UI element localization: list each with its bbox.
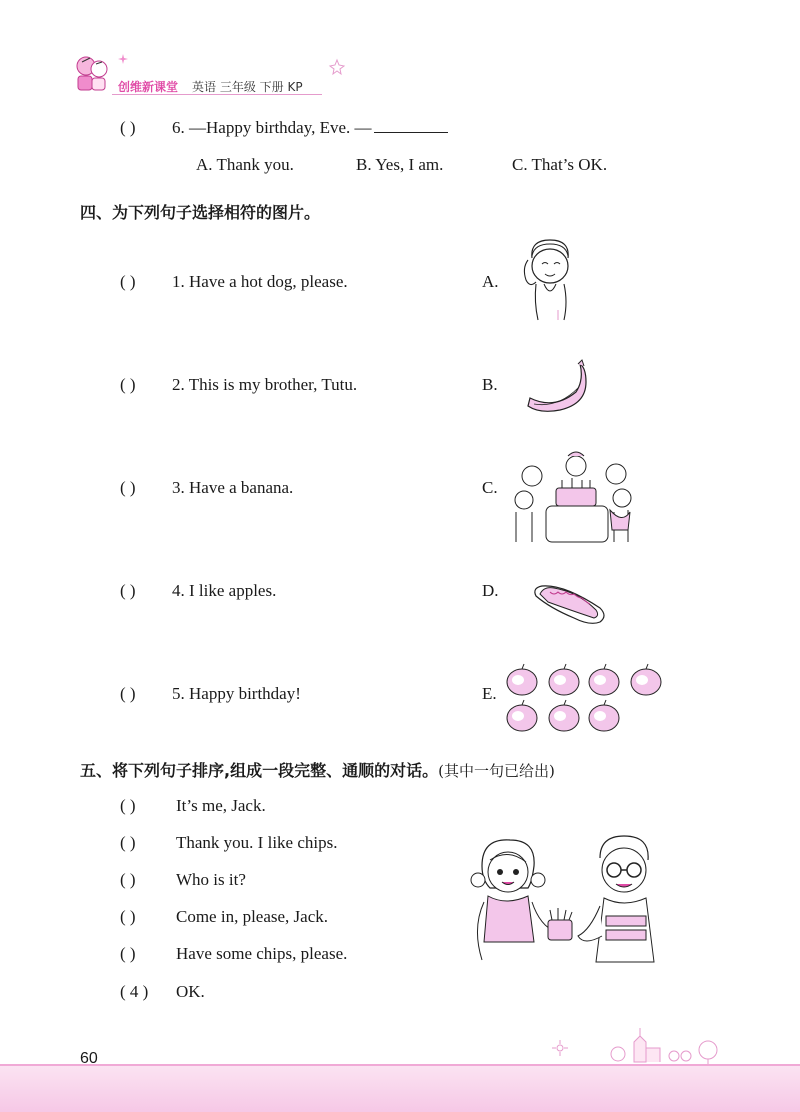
s4-item4-text: 4. I like apples.	[172, 581, 277, 600]
flower-decoration-icon	[552, 1040, 568, 1056]
s5-item3-text: Who is it?	[176, 870, 246, 889]
header-rule	[112, 94, 322, 95]
page-number: 60	[80, 1050, 98, 1067]
s5-item6-bracket[interactable]: ( 4 )	[120, 982, 149, 1001]
subject-label: 英语 三年级 下册 KP	[192, 80, 303, 94]
birthday-party-picture	[512, 450, 632, 546]
s4-item5-bracket[interactable]: ( )	[120, 684, 136, 703]
apples-picture	[504, 664, 674, 736]
s4-item3-bracket[interactable]: ( )	[120, 478, 136, 497]
s5-item2-bracket[interactable]: ( )	[120, 833, 136, 852]
q6-option-c: C. That’s OK.	[512, 155, 608, 174]
mascot-logo-icon	[72, 52, 112, 96]
hot-dog-picture	[530, 580, 610, 630]
q6-stem	[172, 118, 448, 138]
s4-item3-text: 3. Have a banana.	[172, 478, 294, 497]
q6-option-a: A. Thank you.	[196, 155, 294, 174]
s4-item5-text: 5. Happy birthday!	[172, 684, 301, 703]
girl-and-boy-picture	[466, 836, 666, 972]
s4-option-e-letter: E.	[482, 684, 497, 703]
s4-item2-text: 2. This is my brother, Tutu.	[172, 375, 358, 394]
banana-picture	[524, 358, 590, 414]
brand-name: 创维新课堂	[118, 80, 179, 94]
sparkle-icon	[118, 54, 128, 64]
s5-item1-text: It’s me, Jack.	[176, 796, 266, 815]
boy-picture	[518, 236, 588, 322]
s4-option-a-letter: A.	[482, 272, 499, 291]
q6-bracket[interactable]: ( )	[120, 118, 136, 137]
s5-item5-text: Have some chips, please.	[176, 944, 348, 963]
s5-item4-text: Come in, please, Jack.	[176, 907, 329, 926]
section4-title: 四、为下列句子选择相符的图片。	[80, 203, 321, 222]
s4-item1-bracket[interactable]: ( )	[120, 272, 136, 291]
q6-stem-text: 6. —Happy birthday, Eve. —	[172, 118, 372, 137]
star-decoration-icon	[330, 60, 344, 74]
s5-item3-bracket[interactable]: ( )	[120, 870, 136, 889]
s4-item1-text: 1. Have a hot dog, please.	[172, 272, 348, 291]
q6-option-b: B. Yes, I am.	[356, 155, 444, 174]
s4-option-d-letter: D.	[482, 581, 499, 600]
section5-title-text: 五、将下列句子排序,组成一段完整、通顺的对话。	[80, 761, 439, 780]
s4-item4-bracket[interactable]: ( )	[120, 581, 136, 600]
section5-title	[80, 758, 555, 781]
s5-item5-bracket[interactable]: ( )	[120, 944, 136, 963]
answer-blank[interactable]	[374, 118, 448, 133]
footer-band	[0, 1066, 800, 1112]
s5-item6-text: OK.	[176, 982, 205, 1001]
s4-option-b-letter: B.	[482, 375, 498, 394]
s5-item1-bracket[interactable]: ( )	[120, 796, 136, 815]
s5-item4-bracket[interactable]: ( )	[120, 907, 136, 926]
s4-option-c-letter: C.	[482, 478, 498, 497]
s5-item2-text: Thank you. I like chips.	[176, 833, 338, 852]
section5-note: (其中一句已给出)	[438, 762, 555, 780]
castle-decoration-icon	[604, 1024, 724, 1064]
s4-item2-bracket[interactable]: ( )	[120, 375, 136, 394]
